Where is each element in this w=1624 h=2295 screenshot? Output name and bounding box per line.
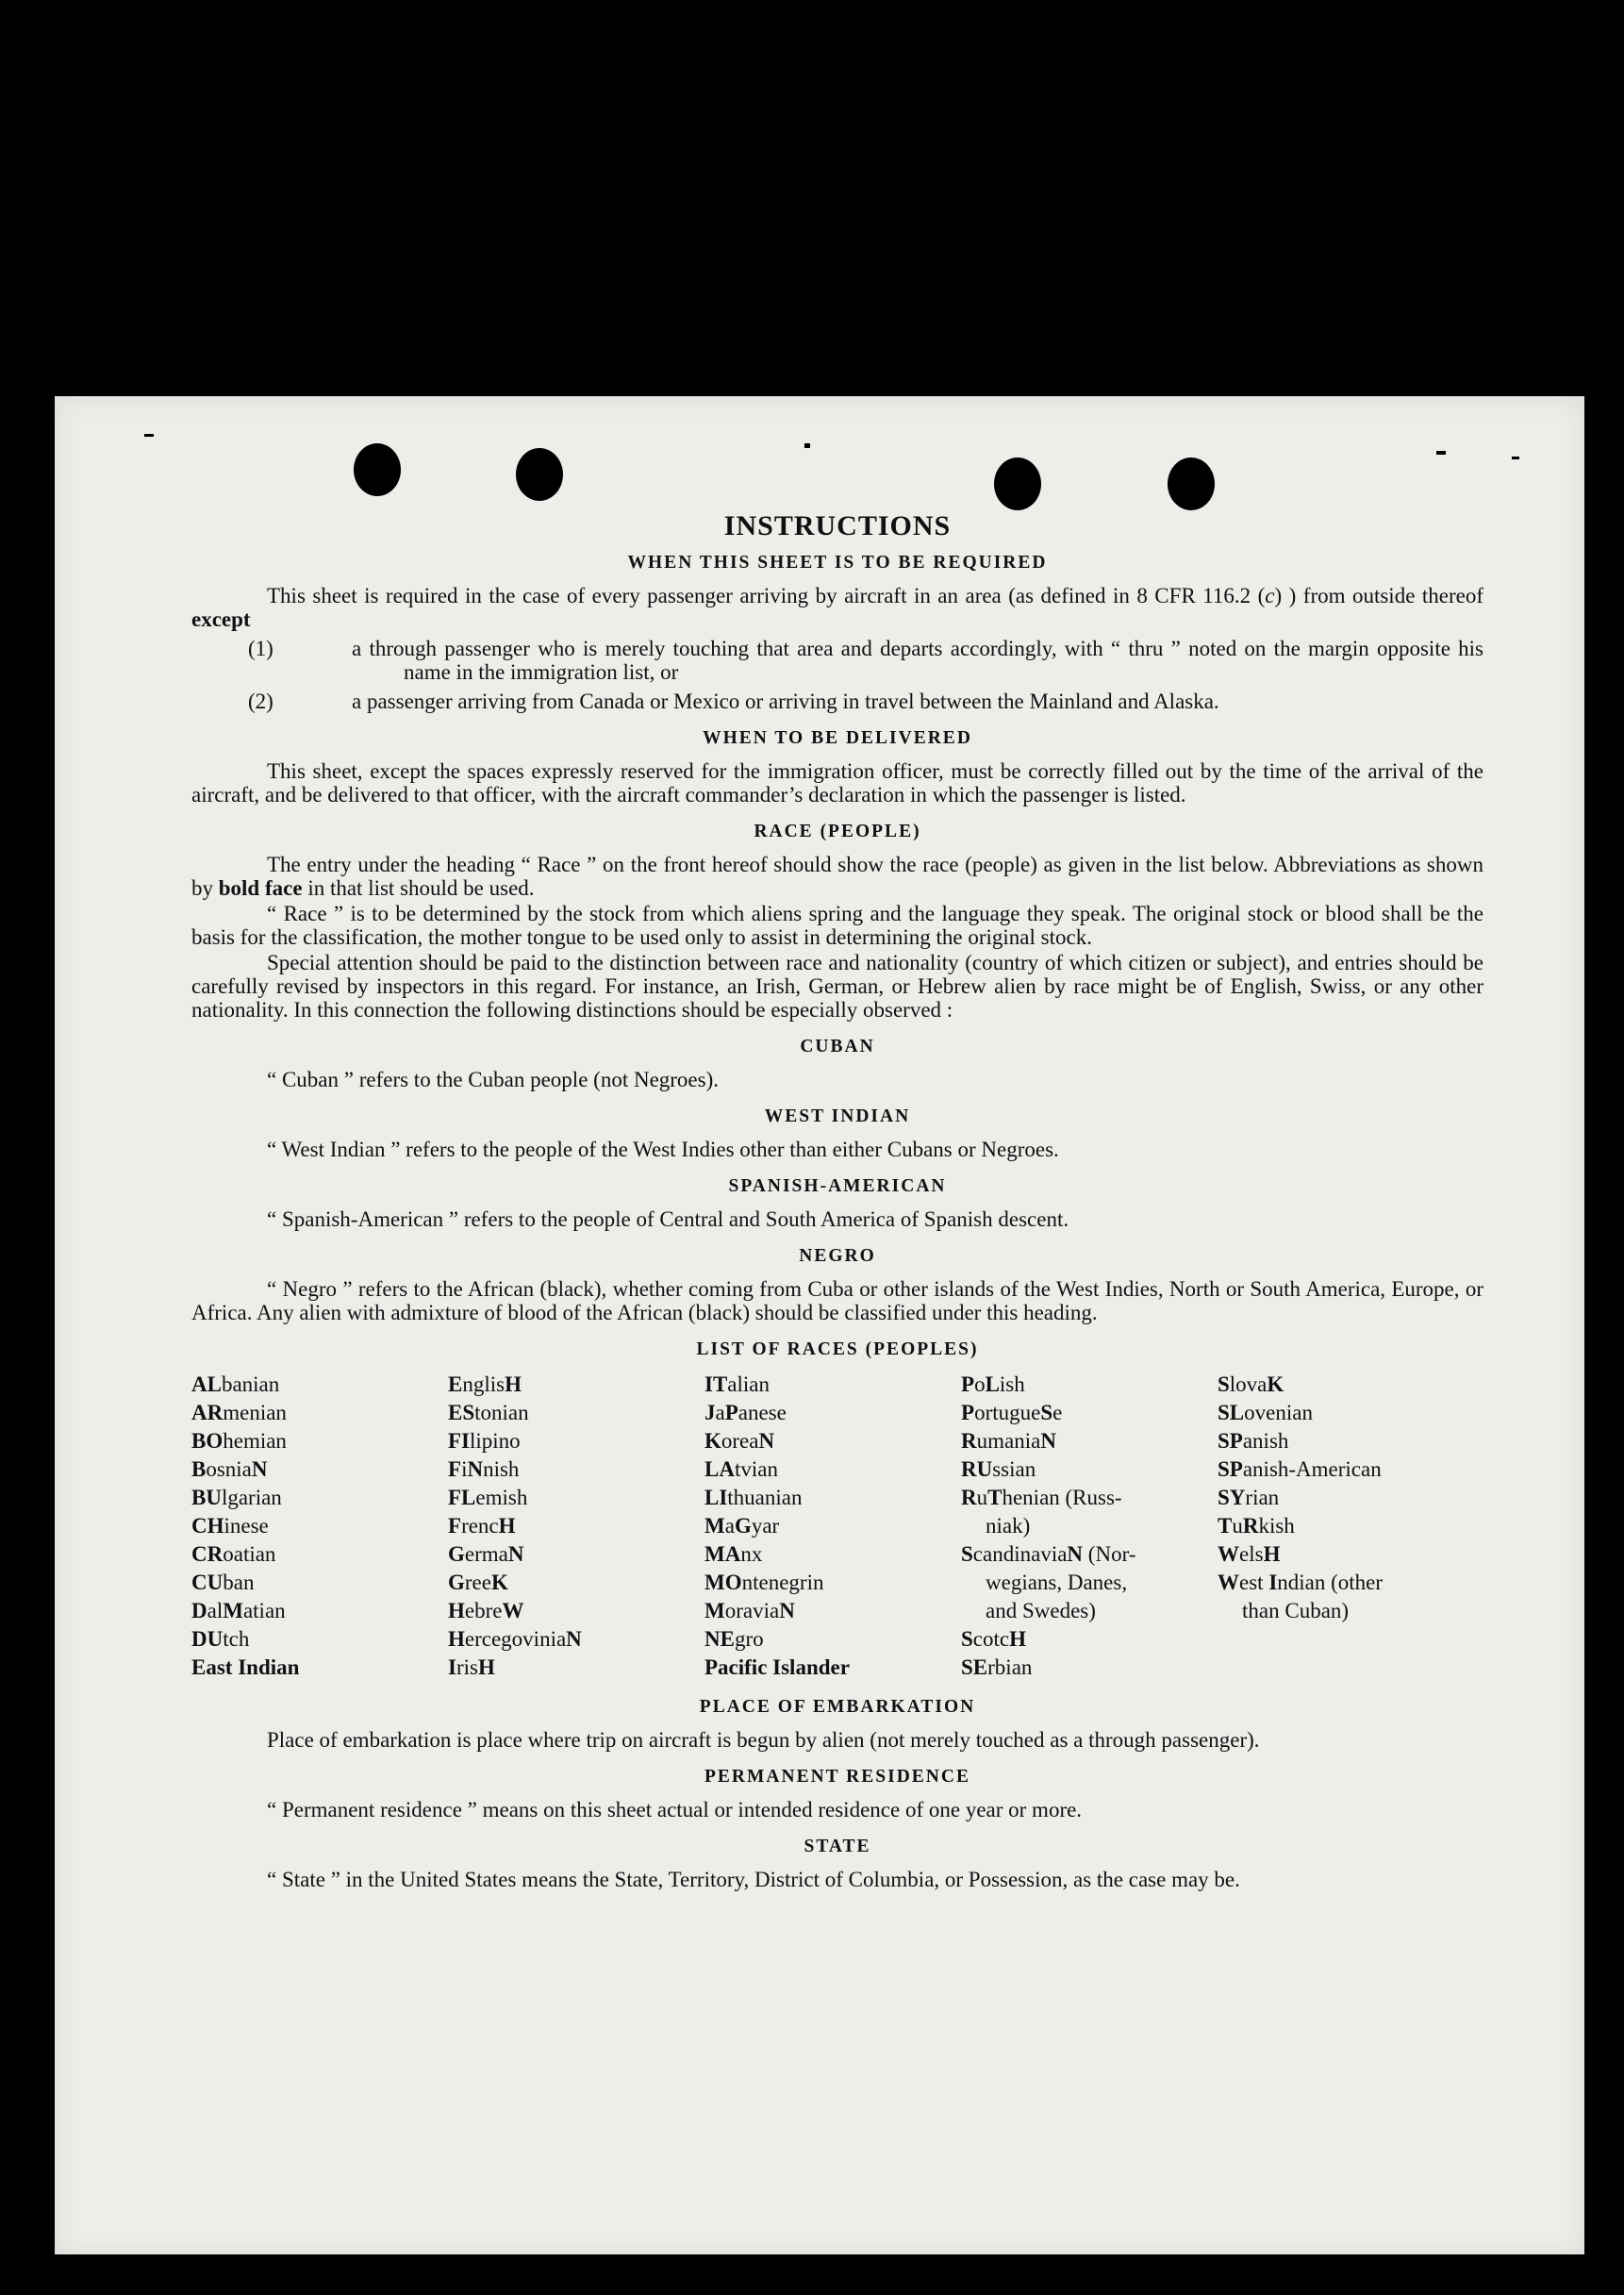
race-entry: PortugueSe xyxy=(961,1401,1063,1424)
race-entry: niak) xyxy=(986,1514,1031,1538)
negro-paragraph: “ Negro ” refers to the African (black), whether coming from Cuba or other islands of the West Indies, North or South America, Europe, or Africa. Any alien with admixture of blood of the African (black) should be classified under this heading. xyxy=(191,1277,1483,1324)
race-paragraph-1: The entry under the heading “ Race ” on the front hereof should show the race (people) as given in the list below. Abbreviations as shown by bold face in that list should be used. xyxy=(191,853,1483,900)
punch-hole xyxy=(516,448,563,501)
page-title: INSTRUCTIONS xyxy=(723,510,952,541)
race-entry: JaPanese xyxy=(704,1401,787,1424)
heading-residence: PERMANENT RESIDENCE xyxy=(704,1767,970,1787)
race-paragraph-2: “ Race ” is to be determined by the stock from which aliens spring and the language they speak. The original stock or blood shall be the basis for the classification, the mother tongue to be used only to assist in determining the original stock. xyxy=(191,902,1483,949)
heading-west-indian: WEST INDIAN xyxy=(764,1106,911,1126)
heading-list-of-races: LIST OF RACES (PEOPLES) xyxy=(696,1339,979,1359)
heading-spanish-american: SPANISH-AMERICAN xyxy=(728,1176,947,1196)
race-entry: ScandinaviaN (Nor- xyxy=(961,1542,1136,1566)
punch-hole xyxy=(994,457,1041,510)
race-entry: FrencH xyxy=(448,1514,516,1538)
spanish-american-paragraph: “ Spanish-American ” refers to the people of Central and South America of Spanish descent. xyxy=(267,1207,1069,1231)
delivered-paragraph: This sheet, except the spaces expressly reserved for the immigration officer, must be correctly filled out by the time of the arrival of the aircraft, and be delivered to that officer, with the aircraft commander’s declaration in which the passenger is listed. xyxy=(191,759,1483,807)
heading-race: RACE (PEOPLE) xyxy=(754,822,921,841)
race-entry: FLemish xyxy=(448,1486,528,1509)
race-entry: ALbanian xyxy=(191,1372,280,1396)
cuban-paragraph: “ Cuban ” refers to the Cuban people (not Negroes). xyxy=(267,1068,720,1091)
race-entry: NEgro xyxy=(704,1627,764,1651)
races-list xyxy=(191,1371,1483,1682)
races-column xyxy=(448,1371,704,1682)
required-paragraph: This sheet is required in the case of every passenger arriving by aircraft in an area (as defined in 8 CFR 116.2 (c) ) from outside thereof except xyxy=(191,584,1483,631)
race-entry: ARmenian xyxy=(191,1401,287,1424)
race-entry: IrisH xyxy=(448,1655,495,1679)
race-entry: EStonian xyxy=(448,1401,529,1424)
west-indian-paragraph: “ West Indian ” refers to the people of the West Indies other than either Cubans or Negroes. xyxy=(267,1138,1059,1161)
race-entry: SLovenian xyxy=(1218,1401,1313,1424)
race-entry: West Indian (other xyxy=(1218,1571,1384,1594)
race-entry: BOhemian xyxy=(191,1429,287,1453)
race-entry: GreeK xyxy=(448,1571,508,1594)
race-entry: DalMatian xyxy=(191,1599,286,1622)
race-entry: MoraviaN xyxy=(704,1599,795,1622)
race-entry: CUban xyxy=(191,1571,255,1594)
race-entry: SPanish xyxy=(1218,1429,1289,1453)
race-entry: RUssian xyxy=(961,1457,1036,1481)
document-sheet xyxy=(55,396,1584,2254)
speck xyxy=(144,434,154,437)
race-entry: TuRkish xyxy=(1218,1514,1295,1538)
race-entry: HebreW xyxy=(448,1599,524,1622)
race-entry: East Indian xyxy=(191,1655,300,1679)
race-entry: LAtvian xyxy=(704,1457,778,1481)
residence-paragraph: “ Permanent residence ” means on this sheet actual or intended residence of one year or more. xyxy=(267,1798,1083,1821)
required-item-1: (1) a through passenger who is merely touching that area and departs accordingly, with “ thru ” noted on the margin opposite his name in the immigration list, or xyxy=(248,637,1483,684)
race-entry: SPanish-American xyxy=(1218,1457,1382,1481)
race-entry: than Cuban) xyxy=(1242,1599,1350,1622)
race-paragraph-3: Special attention should be paid to the distinction between race and nationality (country of which citizen or subject), and entries should be carefully revised by inspectors in this regard. For instance, an Irish, German, or Hebrew alien by race might be of English, Swiss, or any other nationality. In this connection the following distinctions should be especially observed : xyxy=(191,951,1483,1022)
speck xyxy=(1512,457,1519,459)
race-entry: FIlipino xyxy=(448,1429,521,1453)
race-entry: Pacific Islander xyxy=(704,1655,850,1679)
races-column xyxy=(961,1371,1218,1682)
races-column xyxy=(704,1371,961,1682)
race-entry: MOntenegrin xyxy=(704,1571,824,1594)
punch-hole xyxy=(1168,457,1215,510)
race-entry: ScotcH xyxy=(961,1627,1026,1651)
race-entry: CHinese xyxy=(191,1514,269,1538)
race-entry: RumaniaN xyxy=(961,1429,1056,1453)
race-entry: HercegoviniaN xyxy=(448,1627,582,1651)
instructions-content xyxy=(191,510,1483,1893)
race-entry: EnglisH xyxy=(448,1372,522,1396)
race-entry: GermaN xyxy=(448,1542,524,1566)
heading-negro: NEGRO xyxy=(799,1246,876,1266)
punch-hole xyxy=(354,443,401,496)
heading-required: WHEN THIS SHEET IS TO BE REQUIRED xyxy=(627,553,1048,573)
race-entry: LIthuanian xyxy=(704,1486,803,1509)
race-entry: MaGyar xyxy=(704,1514,780,1538)
race-entry: SYrian xyxy=(1218,1486,1280,1509)
race-entry: FiNnish xyxy=(448,1457,520,1481)
race-entry: PoLish xyxy=(961,1372,1025,1396)
embarkation-paragraph: Place of embarkation is place where trip on aircraft is begun by alien (not merely touched as a through passenger). xyxy=(267,1728,1260,1752)
race-entry: ITalian xyxy=(704,1372,770,1396)
heading-delivered: WHEN TO BE DELIVERED xyxy=(703,728,972,748)
race-entry: MAnx xyxy=(704,1542,763,1566)
speck xyxy=(1436,451,1446,455)
heading-cuban: CUBAN xyxy=(800,1037,875,1056)
race-entry: CRoatian xyxy=(191,1542,276,1566)
race-entry: BosniaN xyxy=(191,1457,268,1481)
heading-embarkation: PLACE OF EMBARKATION xyxy=(699,1697,976,1717)
races-column xyxy=(191,1371,448,1682)
race-entry: DUtch xyxy=(191,1627,250,1651)
race-entry: WelsH xyxy=(1218,1542,1281,1566)
race-entry: SlovaK xyxy=(1218,1372,1284,1396)
heading-state: STATE xyxy=(804,1837,871,1856)
race-entry: BUlgarian xyxy=(191,1486,282,1509)
race-entry: wegians, Danes, xyxy=(986,1571,1128,1594)
race-entry: RuThenian (Russ- xyxy=(961,1486,1122,1509)
state-paragraph: “ State ” in the United States means the State, Territory, District of Columbia, or Possession, as the case may be. xyxy=(267,1868,1240,1891)
race-entry: and Swedes) xyxy=(986,1599,1096,1622)
race-entry: KoreaN xyxy=(704,1429,775,1453)
required-item-2: (2) a passenger arriving from Canada or Mexico or arriving in travel between the Mainland and Alaska. xyxy=(248,690,1219,713)
speck xyxy=(804,443,810,448)
races-column xyxy=(1218,1371,1474,1682)
race-entry: SErbian xyxy=(961,1655,1033,1679)
